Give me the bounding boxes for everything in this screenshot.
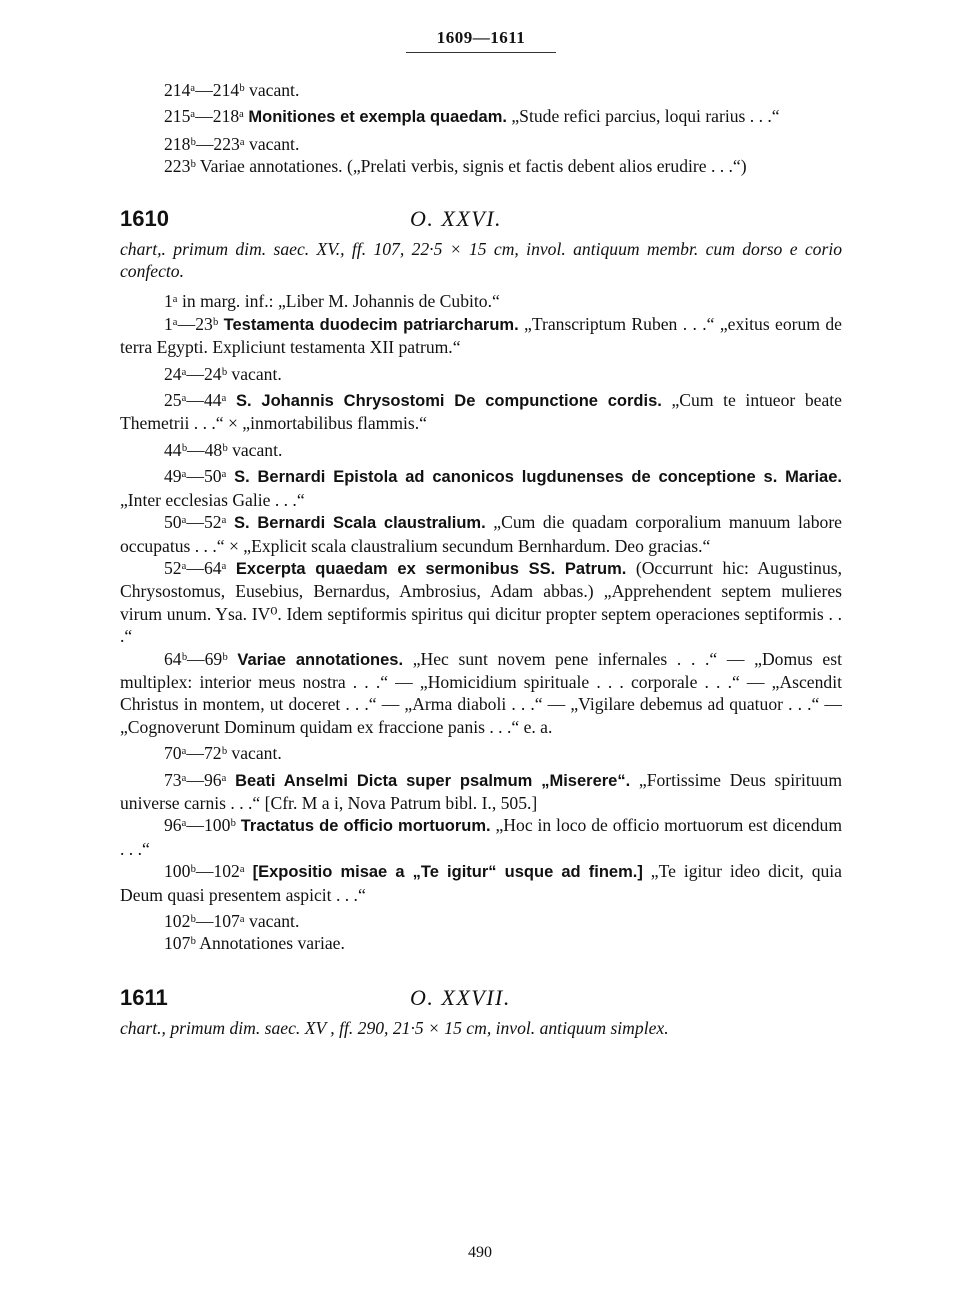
entry-title: S. Bernardi Epistola ad canonicos lugdunenses de conceptione s. Mariae. <box>234 468 842 487</box>
entry <box>120 860 842 906</box>
entry-text: „Cum te intueor beate Themetrii . . .“ × „inmortabilibus flammis.“ <box>120 390 842 434</box>
folio-range: 64ᵇ—69ᵇ <box>164 648 228 669</box>
entry-title: Testamenta duodecim patriarcharum. <box>223 315 519 334</box>
folio-range: 96ᵃ—100ᵇ <box>164 815 236 836</box>
folio-range: 49ᵃ—50ᵃ <box>164 466 227 487</box>
entry-text: „Fortissime Deus spirituum universe carnis . . .“ [Cfr. M a i, Nova Patrum bibl. I., 505.] <box>120 769 843 813</box>
folio-range: 52ᵃ—64ᵃ <box>164 557 227 578</box>
entry-title: Monitiones et exempla quaedam. <box>248 108 507 127</box>
entry <box>120 389 842 435</box>
folio-range: 73ᵃ—96ᵃ <box>164 769 227 790</box>
section-1610 <box>120 238 842 955</box>
entry: 70ᵃ—72ᵇ vacant. <box>164 743 282 764</box>
shelfmark: O. XXVI. <box>410 205 503 231</box>
physical-description: chart,. primum dim. saec. XV., ff. 107, 22·5 × 15 cm, invol. antiquum membr. cum dorso e corio confecto. <box>120 238 842 282</box>
entry: 1ᵃ in marg. inf.: „Liber M. Johannis de Cubito.“ <box>164 291 500 312</box>
page-content <box>120 28 842 1039</box>
entry-title: Beati Anselmi Dicta super psalmum „Miserere“. <box>235 771 631 790</box>
entry <box>120 814 842 860</box>
entry: 102ᵇ—107ᵃ vacant. <box>164 911 300 931</box>
folio-range: 25ᵃ—44ᵃ <box>164 390 227 411</box>
section-1609-tail <box>120 79 842 178</box>
entry-text: „Hec sunt novem pene infernales . . .“ — „Domus est multiplex: interior meus nostra . . .“ — „Homicidium spirituale . . . corporale . . .“ — „Ascendit Christus in montem, ut doceret . . .“ — „Arma diaboli . . .“ — „Vigilare debemus ad quatuor . . .“ — „Cognoverunt Dominum quidam ex fraccione panis . . .“ e. a. <box>120 648 842 737</box>
folio-range: 50ᵃ—52ᵃ <box>164 512 227 533</box>
section-heading-1611 <box>120 985 842 1011</box>
entry: 223ᵇ Variae annotationes. („Prelati verbis, signis et factis debent alios erudire . . .“) <box>164 156 747 177</box>
shelfmark: O. XXVII. <box>410 984 511 1010</box>
entry-text: „Te igitur ideo dicit, quia Deum quasi presentem aspicit . . .“ <box>120 861 842 905</box>
entry-text: „Transcriptum Ruben . . .“ „exitus eorum de terra Egypti. Expliciunt testamenta XII patrum.“ <box>120 313 842 358</box>
running-head: 1609—1611 <box>406 28 556 53</box>
entry <box>120 313 842 359</box>
entry: 214ᵃ—214ᵇ vacant. <box>164 80 300 100</box>
entry-title: Variae annotationes. <box>237 650 404 669</box>
entry-text: „Hoc in loco de officio mortuorum est dicendum . . .“ <box>120 815 843 859</box>
entry <box>120 465 842 511</box>
folio-range: 1ᵃ—23ᵇ <box>164 313 219 334</box>
entry-text: „Cum die quadam corporalium manuum labore occupatus . . .“ × „Explicit scala claustralium secundum Bernhardum. Deo gracias.“ <box>120 512 842 556</box>
entry <box>120 511 842 557</box>
entry <box>120 105 842 128</box>
entry: 218ᵇ—223ᵃ vacant. <box>164 133 300 154</box>
section-heading-1610 <box>120 206 842 232</box>
page-number: 490 <box>468 1244 492 1261</box>
entry-title: Tractatus de officio mortuorum. <box>240 817 491 836</box>
entry: 107ᵇ Annotationes variae. <box>164 933 345 954</box>
entry-title: Excerpta quaedam ex sermonibus SS. Patrum. <box>235 559 627 578</box>
entry-text: „Stude refici parcius, loqui rarius . . .“ <box>506 106 780 127</box>
entry-title: S. Bernardi Scala claustralium. <box>234 514 486 533</box>
entry <box>120 769 842 815</box>
entry: 44ᵇ—48ᵇ vacant. <box>164 439 283 460</box>
folio-range: 100ᵇ—102ᵃ <box>164 861 245 882</box>
manuscript-number: 1610 <box>120 205 169 231</box>
entry-text: (Occurrunt hic: Augustinus, Chrysostomus, Eusebius, Bernardus, Ambrosius, Adam abbas.) „Apprehendent septem mulieres virum unum. Ysa. IV⁰. Idem septiformis spiritus qui dicitur propter septem operaciones septiformis . . .“ <box>120 557 842 647</box>
entry-text: „Inter ecclesias Galie . . .“ <box>120 489 305 510</box>
entry <box>120 557 842 648</box>
manuscript-number: 1611 <box>120 984 168 1010</box>
entry-title: [Expositio misae a „Te igitur“ usque ad finem.] <box>252 863 643 882</box>
entry: 24ᵃ—24ᵇ vacant. <box>164 363 282 384</box>
entry-title: S. Johannis Chrysostomi De compunctione cordis. <box>236 392 662 411</box>
folio-range: 215ᵃ—218ᵃ <box>164 106 244 127</box>
physical-description: chart., primum dim. saec. XV , ff. 290, 21·5 × 15 cm, invol. antiquum simplex. <box>120 1017 669 1038</box>
entry <box>120 648 842 739</box>
